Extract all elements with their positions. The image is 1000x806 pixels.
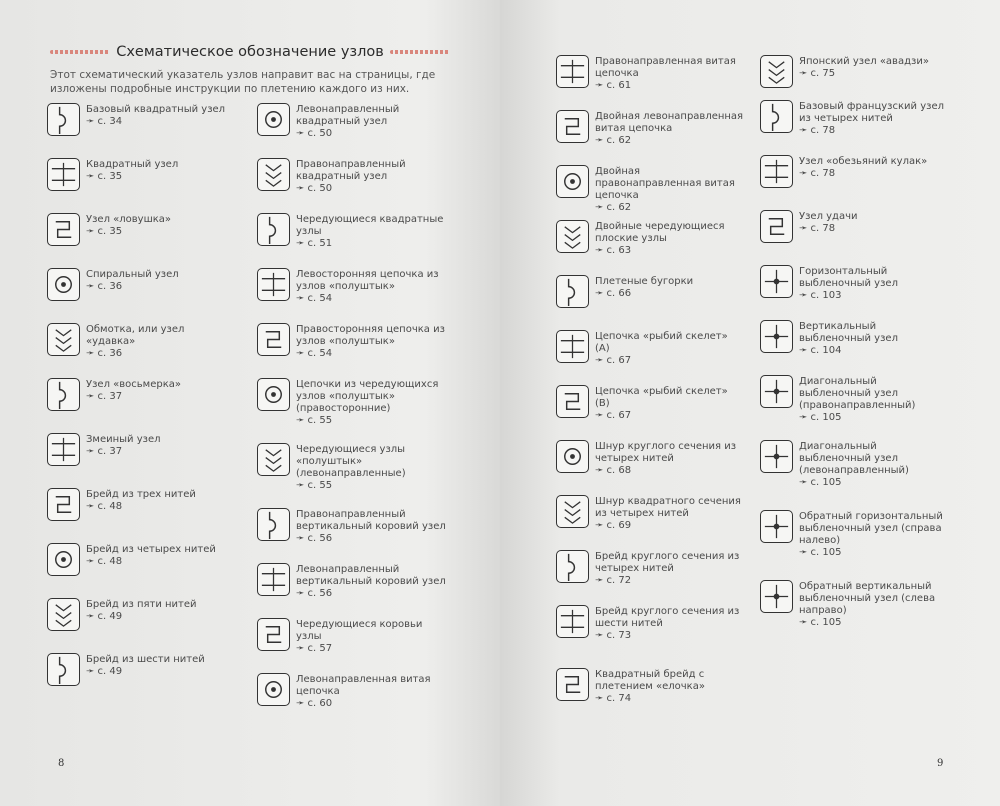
knot-text bbox=[595, 605, 745, 642]
knot-text bbox=[799, 510, 949, 559]
page-reference-link[interactable]: ➛ с. 72 bbox=[595, 575, 632, 586]
knot-entry[interactable] bbox=[556, 330, 745, 367]
page-reference-link[interactable]: ➛ с. 63 bbox=[595, 245, 632, 256]
knot-text bbox=[799, 375, 949, 424]
page-reference-link[interactable]: ➛ с. 62 bbox=[595, 202, 632, 213]
braid-6-icon bbox=[47, 653, 80, 686]
reverse-horizontal-hitch-icon bbox=[760, 510, 793, 543]
knot-text bbox=[296, 443, 446, 492]
knot-label: Квадратный узел bbox=[86, 159, 179, 170]
knot-text bbox=[296, 158, 446, 195]
ornament-left bbox=[50, 50, 110, 54]
alt-cow-hitch-icon bbox=[257, 618, 290, 651]
round-braid-4-icon bbox=[556, 550, 589, 583]
knot-label: Цепочка «рыбий скелет» (А) bbox=[595, 331, 728, 354]
knot-text bbox=[595, 110, 745, 147]
page-reference-link[interactable]: ➛ с. 49 bbox=[86, 611, 123, 622]
knot-label: Горизонтальный выбленочный узел bbox=[799, 266, 898, 289]
page-reference-link[interactable]: ➛ с. 36 bbox=[86, 348, 123, 359]
knot-label: Базовый квадратный узел bbox=[86, 104, 226, 115]
knot-label: Правосторонняя цепочка из узлов «полуштык» bbox=[296, 324, 445, 347]
knot-entry[interactable] bbox=[257, 618, 446, 655]
left-half-hitch-icon bbox=[257, 268, 290, 301]
knot-entry[interactable] bbox=[760, 155, 949, 188]
page-reference-link[interactable]: ➛ с. 66 bbox=[595, 288, 632, 299]
diagonal-left-hitch-icon bbox=[760, 440, 793, 473]
knot-label: Левосторонняя цепочка из узлов «полуштык» bbox=[296, 269, 439, 292]
knot-entry[interactable] bbox=[257, 213, 446, 250]
trap-knot-icon bbox=[47, 213, 80, 246]
vertical-clove-hitch-icon bbox=[760, 320, 793, 353]
knot-text bbox=[296, 378, 446, 427]
page-reference-link[interactable]: ➛ с. 105 bbox=[799, 477, 842, 488]
knot-entry[interactable] bbox=[47, 323, 236, 360]
page-reference-link[interactable]: ➛ с. 69 bbox=[595, 520, 632, 531]
knot-text bbox=[296, 618, 446, 655]
page-reference-link[interactable]: ➛ с. 103 bbox=[799, 290, 842, 301]
knot-label: Вертикальный выбленочный узел bbox=[799, 321, 898, 344]
knot-entry[interactable] bbox=[760, 375, 949, 424]
knot-text bbox=[296, 323, 446, 360]
page-reference-link[interactable]: ➛ с. 54 bbox=[296, 348, 333, 359]
knot-entry[interactable] bbox=[47, 488, 236, 521]
knot-label: Узел удачи bbox=[799, 211, 858, 222]
right-twist-chain-icon bbox=[556, 55, 589, 88]
square-cord-icon bbox=[556, 495, 589, 528]
page-number-right: 9 bbox=[937, 758, 944, 769]
page-reference-link[interactable]: ➛ с. 105 bbox=[799, 617, 842, 628]
double-left-chain-icon bbox=[556, 110, 589, 143]
ornament-right bbox=[390, 50, 450, 54]
knot-label: Диагональный выбленочный узел (левонаправленный) bbox=[799, 441, 909, 476]
knot-text bbox=[296, 673, 446, 710]
knot-text bbox=[799, 210, 949, 243]
knot-label: Брейд из шести нитей bbox=[86, 654, 205, 665]
page-title: Схематическое обозначение узлов bbox=[116, 44, 384, 60]
knot-label: Узел «обезьяний кулак» bbox=[799, 156, 928, 167]
left-square-knot-icon bbox=[257, 103, 290, 136]
knot-label: Чередующиеся коровьи узлы bbox=[296, 619, 423, 642]
knot-label: Двойная левонаправленная витая цепочка bbox=[595, 111, 744, 134]
page-reference-link[interactable]: ➛ с. 35 bbox=[86, 226, 123, 237]
knot-label: Правонаправленный квадратный узел bbox=[296, 159, 406, 182]
knot-entry[interactable] bbox=[257, 563, 446, 600]
knot-entry[interactable] bbox=[556, 495, 745, 532]
knot-entry[interactable] bbox=[556, 440, 745, 477]
knot-text bbox=[296, 103, 446, 140]
fishbone-a-icon bbox=[556, 330, 589, 363]
round-braid-6-icon bbox=[556, 605, 589, 638]
knot-text bbox=[595, 165, 745, 214]
knot-label: Левонаправленная витая цепочка bbox=[296, 674, 431, 697]
awaji-knot-icon bbox=[760, 55, 793, 88]
right-square-knot-icon bbox=[257, 158, 290, 191]
knot-label: Чередующиеся узлы «полуштык» (левонаправленные) bbox=[296, 444, 406, 479]
knot-label: Шнур круглого сечения из четырех нитей bbox=[595, 441, 737, 464]
knot-entry[interactable] bbox=[760, 100, 949, 137]
alt-half-hitch-left-icon bbox=[257, 443, 290, 476]
page-reference-link[interactable]: ➛ с. 48 bbox=[86, 556, 123, 567]
knot-label: Узел «восьмерка» bbox=[86, 379, 181, 390]
knot-entry[interactable] bbox=[760, 440, 949, 489]
knot-text bbox=[296, 563, 446, 600]
knot-label: Обратный вертикальный выбленочный узел (слева направо) bbox=[799, 581, 936, 616]
knot-label: Левонаправленный вертикальный коровий узел bbox=[296, 564, 446, 587]
page-reference-link[interactable]: ➛ с. 37 bbox=[86, 446, 123, 457]
knot-label: Цепочка «рыбий скелет» (В) bbox=[595, 386, 728, 409]
knot-entry[interactable] bbox=[257, 508, 446, 545]
knot-text bbox=[86, 103, 236, 136]
knot-entry[interactable] bbox=[257, 443, 446, 492]
square-knot-icon bbox=[47, 103, 80, 136]
knot-text bbox=[86, 158, 236, 191]
knot-label: Обратный горизонтальный выбленочный узел (справа налево) bbox=[799, 511, 943, 546]
knot-label: Правонаправленный вертикальный коровий узел bbox=[296, 509, 446, 532]
page-reference-link[interactable]: ➛ с. 68 bbox=[595, 465, 632, 476]
knot-label: Шнур квадратного сечения из четырех нитей bbox=[595, 496, 741, 519]
alternating-square-icon bbox=[257, 213, 290, 246]
knot-text bbox=[86, 213, 236, 246]
knot-entry[interactable] bbox=[556, 550, 745, 587]
knot-entry[interactable] bbox=[556, 668, 745, 705]
knot-label: Узел «ловушка» bbox=[86, 214, 172, 225]
page-reference-link[interactable]: ➛ с. 50 bbox=[296, 128, 333, 139]
page-reference-link[interactable]: ➛ с. 61 bbox=[595, 80, 632, 91]
page-reference-link[interactable]: ➛ с. 57 bbox=[296, 643, 333, 654]
knot-text bbox=[799, 320, 949, 357]
page-reference-link[interactable]: ➛ с. 78 bbox=[799, 125, 836, 136]
knot-label: Японский узел «авадзи» bbox=[799, 56, 929, 67]
knot-text bbox=[595, 220, 745, 257]
knot-entry[interactable] bbox=[257, 158, 446, 195]
page-reference-link[interactable]: ➛ с. 55 bbox=[296, 480, 333, 491]
knot-label: Плетеные бугорки bbox=[595, 276, 694, 287]
spiral-knot-icon bbox=[47, 268, 80, 301]
braid-5-icon bbox=[47, 598, 80, 631]
knot-label: Цепочки из чередующихся узлов «полуштык» (правосторонние) bbox=[296, 379, 439, 414]
knot-text bbox=[799, 265, 949, 302]
knot-text bbox=[799, 440, 949, 489]
knot-entry[interactable] bbox=[556, 385, 745, 422]
knot-text bbox=[799, 55, 949, 88]
page-reference-link[interactable]: ➛ с. 74 bbox=[595, 693, 632, 704]
page-reference-link[interactable]: ➛ с. 104 bbox=[799, 345, 842, 356]
knot-text bbox=[296, 268, 446, 305]
knot-entry[interactable] bbox=[760, 320, 949, 357]
braid-3-icon bbox=[47, 488, 80, 521]
figure-eight-icon bbox=[47, 378, 80, 411]
page-reference-link[interactable]: ➛ с. 105 bbox=[799, 547, 842, 558]
round-cord-icon bbox=[556, 440, 589, 473]
page-reference-link[interactable]: ➛ с. 75 bbox=[799, 68, 836, 79]
knot-entry[interactable] bbox=[760, 210, 949, 243]
knot-label: Чередующиеся квадратные узлы bbox=[296, 214, 444, 237]
knot-entry[interactable] bbox=[556, 165, 745, 214]
page-reference-link[interactable]: ➛ с. 56 bbox=[296, 533, 333, 544]
knot-text bbox=[595, 550, 745, 587]
page-reference-link[interactable]: ➛ с. 50 bbox=[296, 183, 333, 194]
page-reference-link[interactable]: ➛ с. 55 bbox=[296, 415, 333, 426]
knot-text bbox=[799, 100, 949, 137]
knot-text bbox=[595, 668, 745, 705]
knot-entry[interactable] bbox=[760, 580, 949, 629]
knot-entry[interactable] bbox=[556, 275, 745, 308]
page-reference-link[interactable]: ➛ с. 60 bbox=[296, 698, 333, 709]
page-reference-link[interactable]: ➛ с. 67 bbox=[595, 410, 632, 421]
knot-label: Брейд круглого сечения из четырех нитей bbox=[595, 551, 740, 574]
knot-entry[interactable] bbox=[47, 268, 236, 301]
section-title bbox=[50, 44, 450, 60]
reverse-vertical-hitch-icon bbox=[760, 580, 793, 613]
knot-entry[interactable] bbox=[47, 598, 236, 631]
page-reference-link[interactable]: ➛ с. 62 bbox=[595, 135, 632, 146]
knot-text bbox=[86, 598, 236, 631]
knot-entry[interactable] bbox=[760, 510, 949, 559]
page-reference-link[interactable]: ➛ с. 56 bbox=[296, 588, 333, 599]
page-reference-link[interactable]: ➛ с. 49 bbox=[86, 666, 123, 677]
knot-label: Спиральный узел bbox=[86, 269, 179, 280]
knot-entry[interactable] bbox=[257, 268, 446, 305]
knot-label: Брейд из пяти нитей bbox=[86, 599, 197, 610]
knot-text bbox=[595, 440, 745, 477]
knot-text bbox=[595, 55, 745, 92]
knot-entry[interactable] bbox=[47, 653, 236, 686]
fishbone-b-icon bbox=[556, 385, 589, 418]
knot-entry[interactable] bbox=[47, 543, 236, 576]
page-reference-link[interactable]: ➛ с. 36 bbox=[86, 281, 123, 292]
knot-label: Базовый французский узел из четырех нитей bbox=[799, 101, 944, 124]
knot-label: Брейд из трех нитей bbox=[86, 489, 196, 500]
knot-label: Брейд из четырех нитей bbox=[86, 544, 216, 555]
knot-text bbox=[86, 378, 236, 411]
knot-text bbox=[296, 213, 446, 250]
page-number-left: 8 bbox=[58, 758, 65, 769]
diagonal-right-hitch-icon bbox=[760, 375, 793, 408]
page-reference-link[interactable]: ➛ с. 37 bbox=[86, 391, 123, 402]
knot-entry[interactable] bbox=[257, 378, 446, 427]
knot-entry[interactable] bbox=[760, 265, 949, 302]
knot-entry[interactable] bbox=[47, 158, 236, 191]
knot-entry[interactable] bbox=[47, 433, 236, 466]
right-cow-hitch-icon bbox=[257, 508, 290, 541]
page-reference-link[interactable]: ➛ с. 34 bbox=[86, 116, 123, 127]
knot-entry[interactable] bbox=[47, 103, 236, 136]
knot-label: Обмотка, или узел «удавка» bbox=[86, 324, 185, 347]
knot-text bbox=[595, 385, 745, 422]
knot-text bbox=[799, 155, 949, 188]
page-reference-link[interactable]: ➛ с. 78 bbox=[799, 223, 836, 234]
snake-knot-icon bbox=[47, 433, 80, 466]
double-flat-knot-icon bbox=[556, 220, 589, 253]
double-right-chain-icon bbox=[556, 165, 589, 198]
bobble-icon bbox=[556, 275, 589, 308]
knot-label: Двойная правонаправленная витая цепочка bbox=[595, 166, 735, 201]
knot-text bbox=[595, 330, 745, 367]
page-reference-link[interactable]: ➛ с. 78 bbox=[799, 168, 836, 179]
knot-text bbox=[86, 653, 236, 686]
knot-label: Квадратный брейд с плетением «елочка» bbox=[595, 669, 705, 692]
knot-label: Двойные чередующиеся плоские узлы bbox=[595, 221, 725, 244]
knot-text bbox=[595, 275, 745, 308]
right-half-hitch-icon bbox=[257, 323, 290, 356]
knot-entry[interactable] bbox=[556, 605, 745, 642]
left-twist-chain-icon bbox=[257, 673, 290, 706]
knot-label: Левонаправленный квадратный узел bbox=[296, 104, 400, 127]
page-reference-link[interactable]: ➛ с. 48 bbox=[86, 501, 123, 512]
knot-entry[interactable] bbox=[556, 55, 745, 92]
knot-text bbox=[86, 543, 236, 576]
page-reference-link[interactable]: ➛ с. 105 bbox=[799, 412, 842, 423]
knot-entry[interactable] bbox=[257, 103, 446, 140]
wrap-knot-icon bbox=[47, 323, 80, 356]
knot-entry[interactable] bbox=[257, 323, 446, 360]
braid-4-icon bbox=[47, 543, 80, 576]
knot-entry[interactable] bbox=[760, 55, 949, 88]
alt-half-hitch-right-icon bbox=[257, 378, 290, 411]
knot-text bbox=[86, 323, 236, 360]
knot-label: Змеиный узел bbox=[86, 434, 161, 445]
knot-text bbox=[86, 433, 236, 466]
knot-text bbox=[799, 580, 949, 629]
french-knot-icon bbox=[760, 100, 793, 133]
horizontal-clove-hitch-icon bbox=[760, 265, 793, 298]
knot-label: Правонаправленная витая цепочка bbox=[595, 56, 736, 79]
monkey-fist-icon bbox=[760, 155, 793, 188]
knot-label: Брейд круглого сечения из шести нитей bbox=[595, 606, 740, 629]
knot-entry[interactable] bbox=[47, 213, 236, 246]
knot-entry[interactable] bbox=[556, 110, 745, 147]
herringbone-braid-icon bbox=[556, 668, 589, 701]
intro-text: Этот схематический указатель узлов направит вас на страницы, где изложены подробные инструкции по плетению каждого из них. bbox=[50, 69, 436, 95]
page-reference-link[interactable]: ➛ с. 35 bbox=[86, 171, 123, 182]
knot-entry[interactable] bbox=[47, 378, 236, 411]
knot-text bbox=[595, 495, 745, 532]
knot-text bbox=[296, 508, 446, 545]
knot-entry[interactable] bbox=[257, 673, 446, 710]
knot-text bbox=[86, 488, 236, 521]
knot-text bbox=[86, 268, 236, 301]
knot-label: Диагональный выбленочный узел (правонаправленный) bbox=[799, 376, 916, 411]
page-reference-link[interactable]: ➛ с. 67 bbox=[595, 355, 632, 366]
square-knot-alt-icon bbox=[47, 158, 80, 191]
page-reference-link[interactable]: ➛ с. 73 bbox=[595, 630, 632, 641]
knot-entry[interactable] bbox=[556, 220, 745, 257]
page-reference-link[interactable]: ➛ с. 54 bbox=[296, 293, 333, 304]
left-cow-hitch-icon bbox=[257, 563, 290, 596]
page-reference-link[interactable]: ➛ с. 51 bbox=[296, 238, 333, 249]
good-luck-knot-icon bbox=[760, 210, 793, 243]
